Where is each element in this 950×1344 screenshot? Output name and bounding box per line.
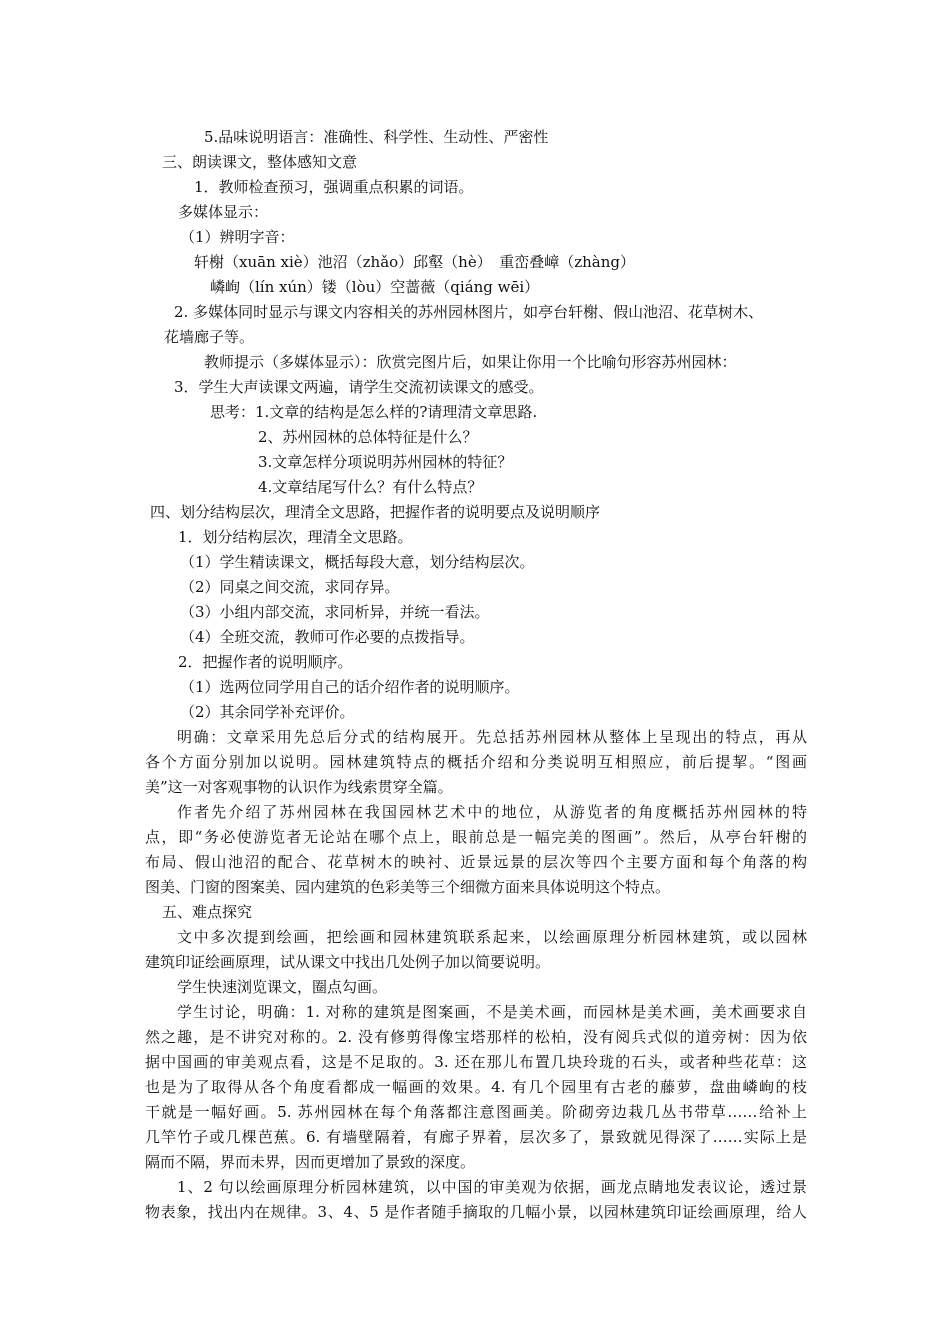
text-line: 嶙峋（lín xún）镂（lòu）空蔷薇（qiáng wēi） [210,278,540,296]
section-heading: 五、难点探究 [162,903,253,921]
text-line: 美”这一对客观事物的认识作为线索贯穿全篇。 [145,778,453,796]
text-line: 物表象，找出内在规律。3、4、5 是作者随手摘取的几幅小景，以园林建筑印证绘画原理，给人 [145,1203,807,1221]
text-line: （3）小组内部交流，求同析异，并统一看法。 [180,603,490,621]
text-line: 明确：文章采用先总后分式的结构展开。先总括苏州园林从整体上呈现出的特点，再从 [177,728,807,746]
text-line: 花墙廊子等。 [164,328,255,346]
text-line: 教师提示（多媒体显示）：欣赏完图片后，如果让你用一个比喻句形容苏州园林： [204,353,737,371]
text-line: （1）学生精读课文，概括每段大意，划分结构层次。 [180,553,535,571]
text-line: 5.品味说明语言：准确性、科学性、生动性、严密性 [204,128,549,146]
text-line: （2）同桌之间交流，求同存异。 [180,578,400,596]
text-line: 轩榭（xuān xiè）池沼（zhǎo）邱壑（hè） 重峦叠嶂（zhàng） [194,253,635,271]
text-line: 然之趣，是不讲究对称的。2. 没有修剪得像宝塔那样的松柏，没有阅兵式似的道旁树：因为依 [145,1028,807,1046]
text-line: 2．把握作者的说明顺序。 [178,653,353,671]
text-line: 各个方面分别加以说明。园林建筑特点的概括介绍和分类说明互相照应，前后提挈。“图画 [145,753,807,771]
text-line: 文中多次提到绘画，把绘画和园林建筑联系起来，以绘画原理分析园林建筑，或以园林 [177,928,807,946]
text-line: 3.文章怎样分项说明苏州园林的特征？ [258,453,513,471]
text-line: 学生讨论，明确：1. 对称的建筑是图案画，不是美术画，而园林是美术画，美术画要求自 [177,1003,807,1021]
text-line: 学生快速浏览课文，圈点勾画。 [177,978,388,996]
text-line: 图美、门窗的图案美、园内建筑的色彩美等三个细微方面来具体说明这个特点。 [145,878,671,896]
text-line: 隔而不隔，界而未界，因而更增加了景致的深度。 [145,1153,476,1171]
text-line: 建筑印证绘画原理，试从课文中找出几处例子加以简要说明。 [145,953,551,971]
text-line: 也是为了取得从各个角度看都成一幅画的效果。4. 有几个园里有古老的藤萝，盘曲嶙峋的枝 [145,1078,807,1096]
text-line: 思考：1.文章的结构是怎么样的?请理清文章思路. [210,403,538,421]
text-line: （1）辨明字音： [180,228,295,246]
text-line: （4）全班交流，教师可作必要的点拨指导。 [180,628,475,646]
text-line: 2、苏州园林的总体特征是什么？ [258,428,478,446]
text-line: （2）其余同学补充评价。 [180,703,355,721]
text-line: 2. 多媒体同时显示与课文内容相关的苏州园林图片，如亭台轩榭、假山池沼、花草树木、 [174,303,764,321]
text-line: 1、2 句以绘画原理分析园林建筑，以中国的审美观为依据，画龙点睛地发表议论，透过景 [177,1178,807,1196]
text-line: 几竿竹子或几棵芭蕉。6. 有墙壁隔着，有廊子界着，层次多了，景致就见得深了……实际上是 [145,1128,807,1146]
section-heading: 三、朗读课文，整体感知文意 [162,153,358,171]
text-line: 布局、假山池沼的配合、花草树木的映衬、近景远景的层次等四个主要方面和每个角落的构 [145,853,807,871]
text-line: 1．划分结构层次，理清全文思路。 [178,528,413,546]
text-line: 多媒体显示： [178,203,269,221]
text-line: 据中国画的审美观点看，这是不足取的。3. 还在那儿布置几块玲珑的石头，或者种些花草：这 [145,1053,807,1071]
text-line: 作者先介绍了苏州园林在我国园林艺术中的地位，从游览者的角度概括苏州园林的特 [177,803,807,821]
text-line: 4.文章结尾写什么？有什么特点？ [258,478,483,496]
text-line: 干就是一幅好画。5. 苏州园林在每个角落都注意图画美。阶砌旁边栽几丛书带草……给补上 [145,1103,807,1121]
section-heading: 四、划分结构层次，理清全文思路，把握作者的说明要点及说明顺序 [150,503,601,521]
text-line: （1）选两位同学用自己的话介绍作者的说明顺序。 [180,678,520,696]
text-line: 3．学生大声读课文两遍，请学生交流初读课文的感受。 [174,378,544,396]
text-line: 点，即“务必使游览者无论站在哪个点上，眼前总是一幅完美的图画”。然后，从亭台轩榭的 [145,828,807,846]
text-line: 1．教师检查预习，强调重点积累的词语。 [194,178,474,196]
